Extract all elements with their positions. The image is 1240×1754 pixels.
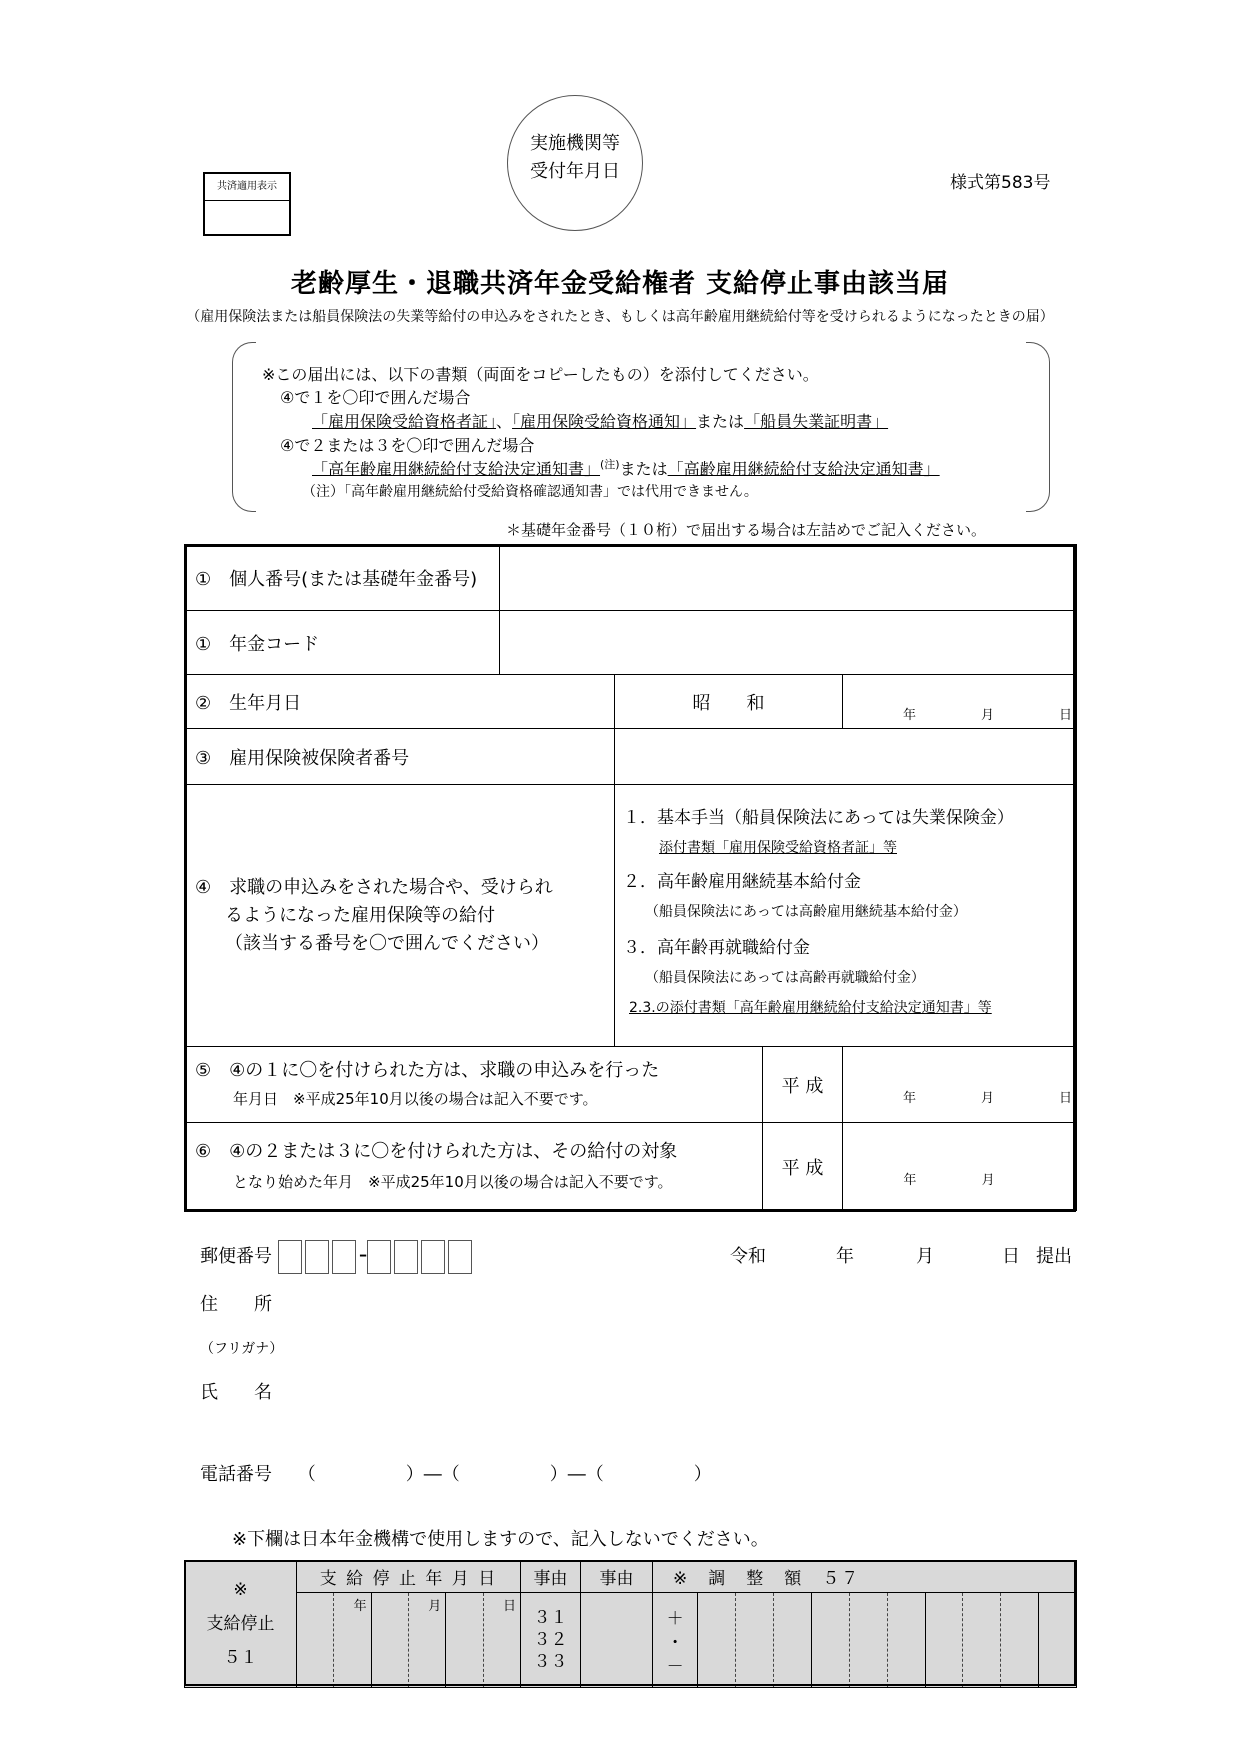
r7-date-cells[interactable]: [843, 1123, 1077, 1211]
r7-label-1: ⑥ ④の２または３に〇を付けられた方は、その給付の対象: [195, 1140, 678, 1162]
doc-kokonenrei: 「高年齢雇用継続給付支給決定通知書」: [312, 459, 601, 479]
stop-date-header: 支 給 停 止 年 月 日: [297, 1561, 521, 1593]
pension-code-cells[interactable]: [500, 611, 1077, 675]
pension-code-label: ① 年金コード: [185, 611, 500, 675]
kyosai-label: 共済適用表示: [205, 174, 289, 201]
bracket-right: [1026, 342, 1050, 512]
attachment-notice: [232, 342, 1050, 512]
code-32: ３２: [533, 1630, 568, 1650]
code-33: ３３: [533, 1652, 568, 1672]
year-unit: 年: [902, 1090, 916, 1106]
furigana-label: （フリガナ）: [200, 1341, 284, 1357]
birthdate-label: ② 生年月日: [185, 675, 615, 729]
notice-line1: ※この届出には、以下の書類（両面をコピーしたもの）を添付してください。: [262, 365, 819, 384]
main-form-table: [184, 544, 1077, 1211]
zip-section[interactable]: [200, 1240, 475, 1274]
benefit-options[interactable]: [615, 785, 1077, 1047]
submission-date[interactable]: [730, 1242, 1080, 1268]
minus-sign: －: [666, 1657, 684, 1677]
year-unit: 年: [353, 1599, 367, 1614]
doc-koyo-shikakusha: 「雇用保険受給資格者証」: [312, 412, 497, 431]
zip-dash: -: [358, 1240, 368, 1268]
left-justify-note: ＊基礎年金番号（１０桁）で届出する場合は左詰めでご記入ください。: [506, 521, 987, 539]
notice-line6: （注）「高年齢雇用継続給付受給資格確認通知書」では代用できません。: [302, 484, 758, 500]
zip-box[interactable]: [448, 1240, 472, 1274]
stop-date-cells: [297, 1593, 521, 1688]
notice-line5: [312, 456, 940, 479]
or-text: または: [619, 459, 668, 479]
birthdate-cells[interactable]: [843, 675, 1077, 729]
option-3[interactable]: ３．高年齢再就職給付金: [623, 938, 810, 958]
sep: 、: [496, 412, 513, 431]
stop-label: 支給停止: [206, 1614, 275, 1634]
job-application-date-label: [185, 1047, 763, 1123]
plus-sign: ＋: [666, 1609, 684, 1629]
reason-codes: [521, 1593, 581, 1688]
insured-number-label: ③ 雇用保険被保険者番号: [185, 729, 615, 785]
birthdate-era: 昭 和: [615, 675, 843, 729]
stamp-line1: 実施機関等: [530, 133, 620, 154]
note-mark: (注): [600, 458, 620, 471]
code-31: ３１: [533, 1608, 568, 1628]
doc-senin: 「船員失業証明書」: [744, 412, 889, 431]
r6-era: 平 成: [763, 1047, 843, 1123]
submit-label: 提出: [1036, 1246, 1072, 1267]
day-unit: 日: [1058, 707, 1072, 723]
form-number: 様式第583号: [950, 173, 1051, 193]
adjust-header: ※ 調 整 額 ５７: [653, 1561, 1077, 1593]
year-label: 年: [836, 1246, 854, 1267]
notice-line4: ④で２または３を〇印で囲んだ場合: [280, 436, 535, 455]
office-use-notice: ※下欄は日本年金機構で使用しますので、記入しないでください。: [232, 1529, 769, 1550]
dot-sign: ・: [666, 1633, 684, 1653]
option-2-sub: （船員保険法にあっては高齢雇用継続基本給付金）: [645, 904, 967, 920]
day-label: 日: [1002, 1246, 1020, 1267]
stop-code: ５１: [223, 1648, 258, 1668]
month-unit: 月: [428, 1599, 442, 1614]
address-label: 住 所: [200, 1294, 272, 1315]
month-unit: 月: [980, 707, 994, 723]
day-unit: 日: [502, 1599, 516, 1614]
reception-date-stamp: [507, 95, 643, 231]
reason1-header: 事由: [521, 1561, 581, 1593]
phone-section[interactable]: [200, 1460, 712, 1486]
reiwa-label: 令和: [730, 1246, 766, 1267]
zip-box[interactable]: [278, 1240, 302, 1274]
benefit-label-2: るようになった雇用保険等の給付: [225, 904, 495, 926]
r6-label-1: ⑤ ④の１に〇を付けられた方は、求職の申込みを行った: [195, 1059, 660, 1081]
zip-box[interactable]: [332, 1240, 356, 1274]
month-unit: 月: [980, 1090, 994, 1106]
month-label: 月: [916, 1246, 934, 1267]
r6-label-2: 年月日 ※平成25年10月以後の場合は記入不要です。: [233, 1089, 598, 1108]
reason2-header: 事由: [581, 1561, 653, 1593]
doc-korei: 「高齢雇用継続給付支給決定通知書」: [667, 459, 940, 479]
option-1[interactable]: １．基本手当（船員保険法にあっては失業保険金）: [623, 808, 1014, 828]
adjust-cells: [653, 1593, 1077, 1688]
notice-line3: [312, 409, 888, 432]
or-text: または: [696, 412, 745, 431]
zip-box[interactable]: [305, 1240, 329, 1274]
r7-label-2: となり始めた年月 ※平成25年10月以後の場合は記入不要です。: [233, 1172, 673, 1191]
r7-era: 平 成: [763, 1123, 843, 1211]
zip-box[interactable]: [394, 1240, 418, 1274]
page-title: 老齢厚生・退職共済年金受給権者 支給停止事由該当届: [290, 269, 950, 299]
zip-label: 郵便番号: [200, 1246, 272, 1267]
zip-box[interactable]: [421, 1240, 445, 1274]
page-subtitle: （雇用保険法または船員保険法の失業等給付の申込みをされたとき、もしくは高年齢雇用継続給付等を受けられるようになったときの届）: [186, 309, 1054, 325]
benefit-label-1: ④ 求職の申込みをされた場合や、受けられ: [195, 876, 553, 898]
kyosai-indicator-box[interactable]: [203, 172, 291, 236]
month-unit: 月: [981, 1172, 995, 1188]
bracket-left: [232, 342, 256, 512]
day-unit: 日: [1058, 1090, 1072, 1106]
office-use-table: [184, 1560, 1077, 1688]
r6-date-cells[interactable]: [843, 1047, 1077, 1123]
benefit-label-3: （該当する番号を〇で囲んでください）: [225, 932, 549, 954]
option-2[interactable]: ２．高年齢雇用継続基本給付金: [623, 872, 861, 892]
notice-line2: ④で１を〇印で囲んだ場合: [280, 388, 471, 407]
phone-format: （ ）―（ ）―（ ）: [297, 1464, 712, 1485]
doc-koyo-tsuchi: 「雇用保険受給資格通知」: [512, 412, 697, 431]
mark: ※: [233, 1580, 248, 1600]
personal-number-cells[interactable]: [500, 545, 1077, 611]
zip-box[interactable]: [367, 1240, 391, 1274]
option-23-attach: 2.3.の添付書類「高年齢雇用継続給付支給決定通知書」等: [629, 1000, 992, 1016]
name-label: 氏 名: [200, 1382, 272, 1403]
year-unit: 年: [903, 1172, 917, 1188]
reason2-cell: [581, 1593, 653, 1688]
stamp-line2: 受付年月日: [530, 161, 620, 182]
benefit-type-label: [185, 785, 615, 1047]
benefit-start-label: [185, 1123, 763, 1211]
phone-label: 電話番号: [200, 1464, 272, 1485]
stop-code-cell: [185, 1561, 297, 1688]
year-unit: 年: [902, 707, 916, 723]
option-3-sub: （船員保険法にあっては高齢再就職給付金）: [645, 970, 925, 986]
option-1-attach: 添付書類「雇用保険受給資格者証」等: [659, 840, 897, 856]
insured-number-cells[interactable]: [615, 729, 1077, 785]
personal-number-label: ① 個人番号(または基礎年金番号): [185, 545, 500, 611]
